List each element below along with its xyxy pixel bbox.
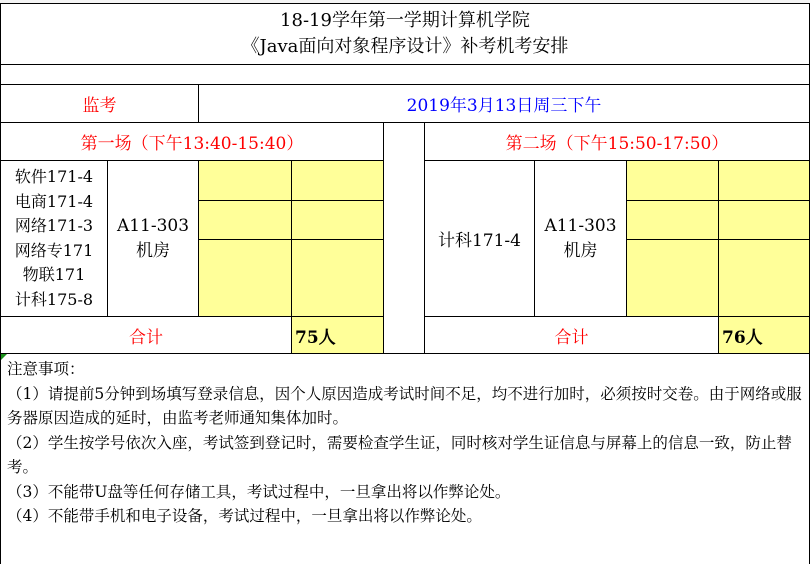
session2-classes[interactable] [424, 160, 535, 317]
notes-cell[interactable] [0, 353, 810, 564]
proctor-label[interactable]: 监考 [0, 84, 199, 123]
class-item: 物联171 [22, 265, 86, 284]
proctor-cell[interactable] [198, 160, 292, 201]
notes-heading: 注意事项： [7, 360, 85, 378]
comment-indicator-icon [1, 354, 7, 360]
title-cell[interactable] [0, 3, 810, 65]
room-number: A11-303 [116, 216, 190, 236]
session2-header[interactable]: 第二场（下午15:50-17:50） [424, 122, 810, 161]
proctor-cell[interactable] [291, 200, 384, 240]
session-gap[interactable] [383, 122, 425, 354]
room-type: 机房 [136, 240, 170, 261]
room-type: 机房 [563, 240, 598, 261]
proctor-cell[interactable] [718, 239, 810, 317]
blank-row[interactable] [0, 64, 810, 85]
proctor-cell[interactable] [626, 239, 719, 317]
title-line1: 18-19学年第一学期计算机学院 [280, 10, 530, 31]
note-item: （2）学生按学号依次入座，考试签到登记时，需要检查学生证，同时核对学生证信息与屏幕上的信息一致，防止替考。 [7, 433, 792, 476]
session1-total-label[interactable]: 合计 [0, 316, 292, 354]
note-item: （4）不能带手机和电子设备，考试过程中，一旦拿出将以作弊论处。 [7, 507, 482, 525]
class-item: 计科175-8 [14, 289, 94, 309]
class-item: 计科171-4 [437, 231, 521, 251]
class-item: 软件171-4 [14, 167, 94, 186]
note-item: （1）请提前5分钟到场填写登录信息，因个人原因造成考试时间不足，均不进行加时，必须按时交卷。由于网络或服务器原因造成的延时，由监考老师通知集体加时。 [7, 384, 802, 427]
session2-total[interactable]: 76人 [718, 316, 810, 354]
title-line2: 《Java面向对象程序设计》补考机考安排 [241, 36, 569, 57]
session1-room[interactable] [107, 160, 199, 317]
proctor-cell[interactable] [291, 160, 384, 201]
note-item: （3）不能带U盘等任何存储工具，考试过程中，一旦拿出将以作弊论处。 [7, 482, 511, 501]
session1-header[interactable]: 第一场（下午13:40-15:40） [0, 122, 384, 161]
proctor-cell[interactable] [291, 239, 384, 317]
proctor-cell[interactable] [198, 239, 292, 317]
class-item: 电商171-4 [14, 191, 94, 211]
class-item: 网络专171 [14, 240, 94, 260]
exam-date[interactable]: 2019年3月13日周三下午 [198, 84, 810, 123]
class-item: 网络171-3 [14, 216, 94, 235]
session1-classes[interactable] [0, 160, 108, 317]
proctor-cell[interactable] [198, 200, 292, 240]
session2-total-label[interactable]: 合计 [424, 316, 719, 354]
proctor-cell[interactable] [626, 160, 719, 201]
room-number: A11-303 [544, 216, 617, 236]
session1-total[interactable]: 75人 [291, 316, 384, 354]
session2-room[interactable] [534, 160, 627, 317]
proctor-cell[interactable] [718, 160, 810, 201]
proctor-cell[interactable] [718, 200, 810, 240]
proctor-cell[interactable] [626, 200, 719, 240]
